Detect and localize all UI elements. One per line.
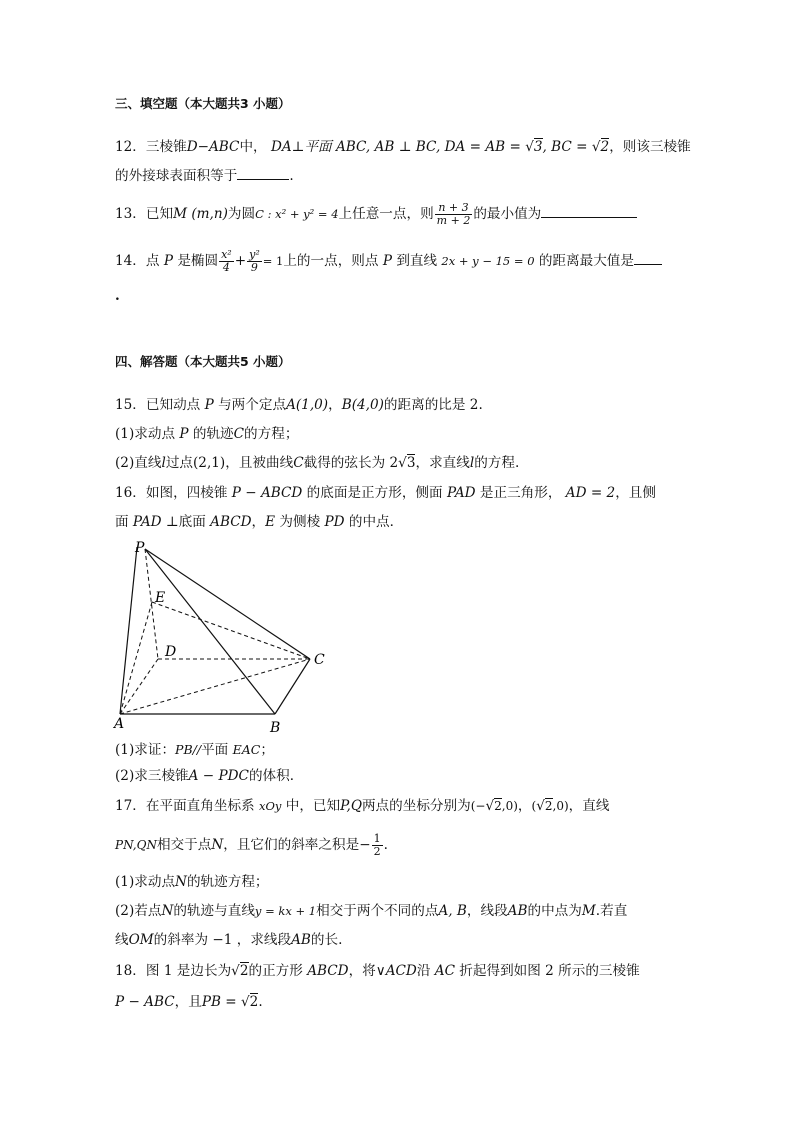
- question-number: 15．: [115, 397, 146, 413]
- question-14-end: .: [115, 288, 120, 304]
- edge-PA: [120, 547, 137, 714]
- question-16-line2: 面 PAD ⊥底面 ABCD，E 为侧棱 PD 的中点．: [115, 514, 404, 530]
- question-16-line1: 16．如图，四棱锥 P − ABCD 的底面是正方形，侧面 PAD 是正三角形， AD = 2，且侧: [115, 485, 656, 501]
- pyramid-figure: [110, 538, 340, 738]
- vertex-label-E: E: [155, 590, 166, 606]
- fraction: $\frac{\text{y²}}{9}$: [249, 248, 260, 274]
- edge-AD: [120, 659, 158, 714]
- edge-AC: [120, 659, 310, 714]
- question-17-line2: PN,QN相交于点N，且它们的斜率之积是− $\frac{1}{2}$ .: [115, 832, 388, 858]
- question-number: 18．: [115, 963, 146, 979]
- question-15-part2: (2)直线l过点(2,1)，且被曲线C截得的弦长为 2√3，求直线l的方程.: [115, 455, 520, 471]
- section-heading-answer: 四、解答题（本大题共5 小题）: [115, 354, 291, 369]
- vertex-label-D: D: [165, 644, 177, 660]
- edge-PC: [145, 549, 310, 659]
- answer-blank[interactable]: [237, 166, 289, 180]
- fraction: $\frac{\text{x²}}{4}$: [221, 248, 232, 274]
- question-13: 13．已知M (m,n)为圆C : x² + y² = 4上任意一点，则 $\frac{n + 3}{m + 2}$ 的最小值为: [115, 202, 637, 227]
- question-18-line2: P − ABC，且PB = √2.: [115, 994, 263, 1010]
- question-17-part2-line2: 线OM的斜率为 −1 ，求线段AB的长.: [115, 932, 343, 948]
- fraction: $\frac{n + 3}{m + 2}$: [436, 201, 471, 227]
- edge-PB: [145, 549, 275, 714]
- question-12-line2: 的外接球表面积等于 .: [115, 168, 294, 184]
- question-15: 15．已知动点 P 与两个定点A(1,0)，B(4,0)的距离的比是 2.: [115, 397, 483, 413]
- vertex-label-C: C: [314, 652, 325, 668]
- question-17-line1: 17．在平面直角坐标系 xOy 中，已知P,Q两点的坐标分别为(−√2,0)，(√2,0)，直线: [115, 798, 610, 814]
- answer-blank[interactable]: [634, 251, 662, 265]
- vertex-label-A: A: [114, 716, 125, 732]
- question-number: 14．: [115, 253, 146, 269]
- fraction: $\frac{1}{2}$: [373, 832, 381, 858]
- question-number: 17．: [115, 798, 146, 814]
- question-12-line1: 12．三棱锥D−ABC中， DA⊥平面 ABC, AB ⊥ BC, DA = AB = √3, BC = √2，则该三棱锥: [115, 139, 691, 155]
- question-number: 12．: [115, 139, 146, 155]
- section-heading-fill-blank: 三、填空题（本大题共3 小题）: [115, 96, 291, 111]
- question-18-line1: 18．图 1 是边长为√2的正方形 ABCD，将∨ACD沿 AC 折起得到如图 2 所示的三棱锥: [115, 963, 640, 979]
- question-number: 13．: [115, 206, 146, 222]
- edge-BC: [275, 659, 310, 714]
- edge-EA: [120, 602, 152, 714]
- question-16-part2: (2)求三棱锥A − PDC的体积．: [115, 768, 304, 784]
- vertex-label-B: B: [270, 720, 281, 736]
- question-17-part2: (2)若点N的轨迹与直线y = kx + 1相交于两个不同的点A, B，线段AB的中点为M.若直: [115, 903, 628, 919]
- question-17-part1: (1)求动点N的轨迹方程；: [115, 874, 269, 890]
- question-number: 16．: [115, 485, 146, 501]
- question-16-part1: (1)求证：PB//平面 EAC；: [115, 742, 274, 758]
- answer-blank[interactable]: [541, 204, 637, 218]
- question-14: 14．点 P 是椭圆 $\frac{\text{x²}}{4}$ + $\frac{\text{y²}}{9}$ = 1上的一点，则点 P 到直线 2x + y − 15 = 0 的距离最大值是: [115, 249, 662, 274]
- vertex-label-P: P: [135, 540, 145, 556]
- question-15-part1: (1)求动点 P 的轨迹C的方程；: [115, 426, 299, 442]
